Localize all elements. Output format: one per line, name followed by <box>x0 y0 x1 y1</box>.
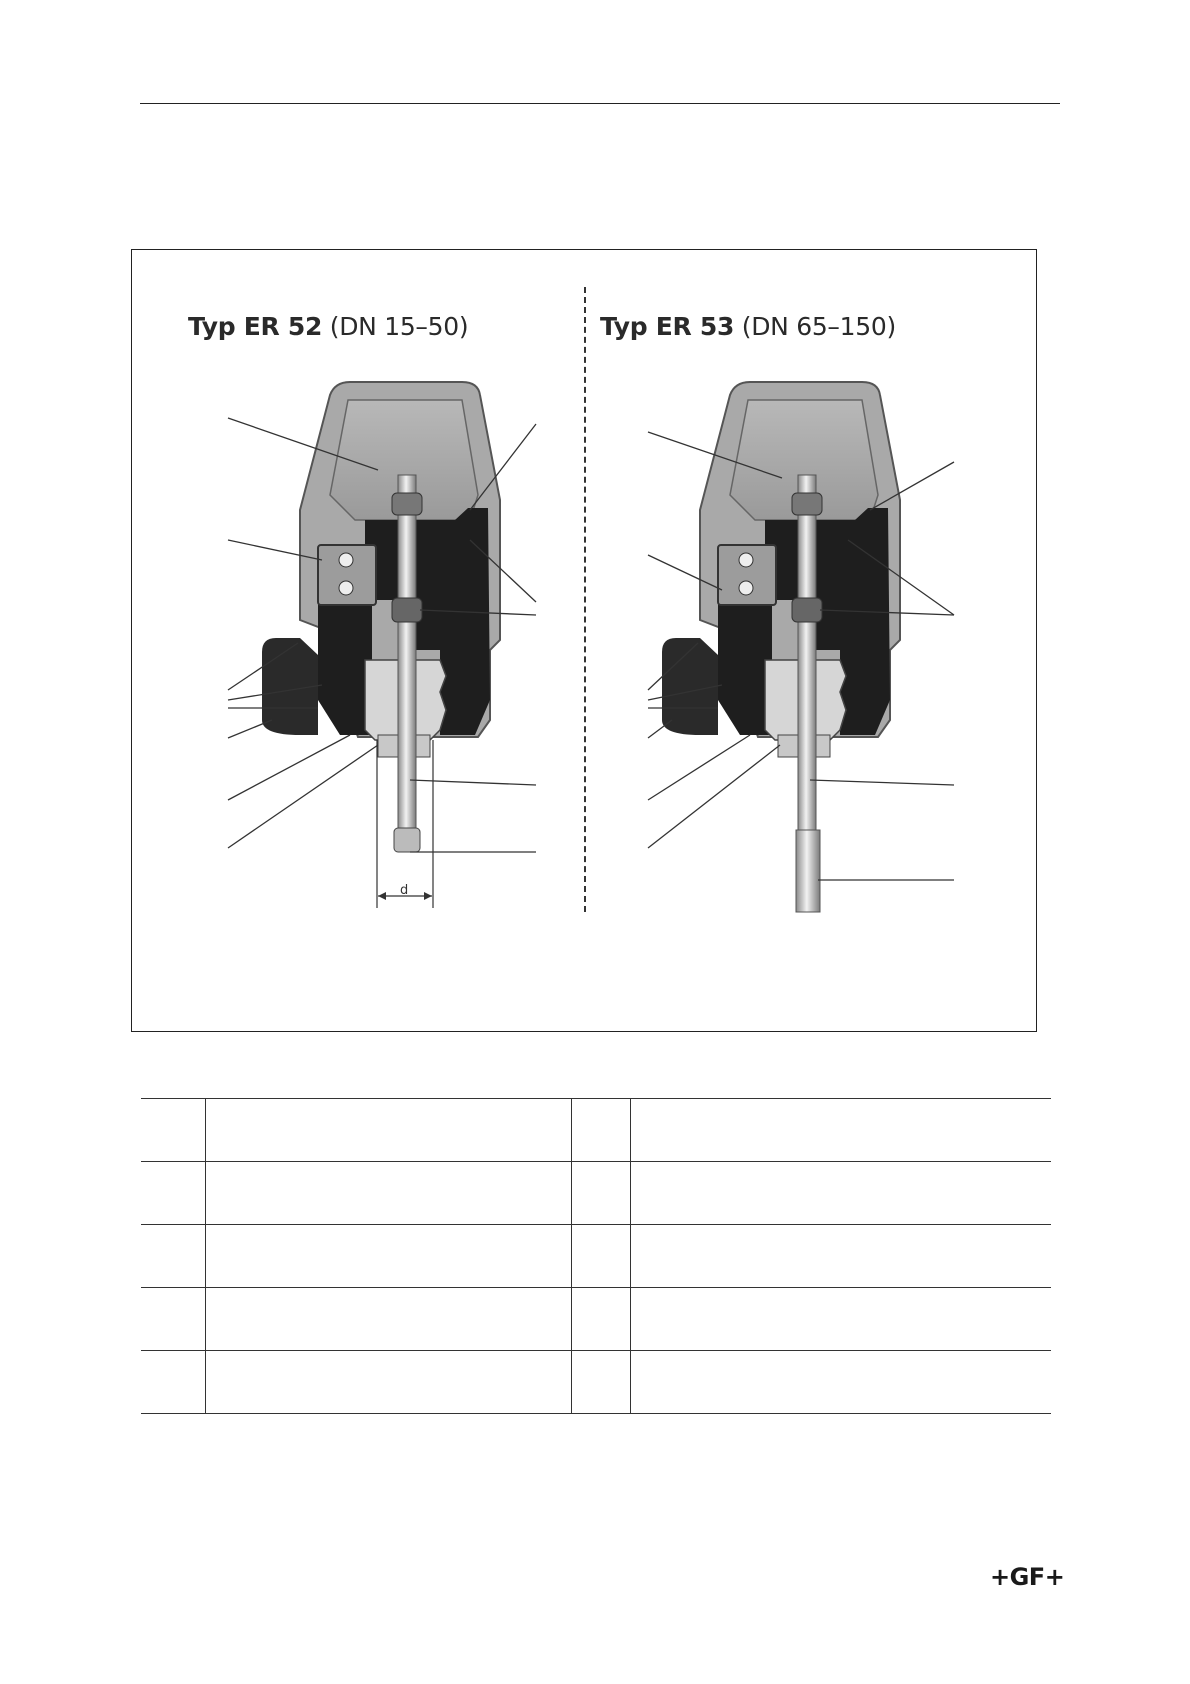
legend-right-number <box>572 1099 631 1162</box>
figure-title-er52: Typ ER 52 (DN 15–50) <box>188 312 469 341</box>
er53-drawing <box>662 382 900 912</box>
legend-right-number <box>572 1288 631 1351</box>
legend-right-text <box>631 1162 1052 1225</box>
legend-left-text <box>206 1225 572 1288</box>
legend-right-number <box>572 1351 631 1414</box>
legend-row <box>141 1351 1051 1414</box>
figure-title-er53: Typ ER 53 (DN 65–150) <box>600 312 896 341</box>
legend-left-number <box>141 1099 206 1162</box>
legend-right-text <box>631 1351 1052 1414</box>
legend-left-text <box>206 1351 572 1414</box>
er52-drawing <box>262 382 500 908</box>
legend-left-number <box>141 1351 206 1414</box>
legend-row <box>141 1225 1051 1288</box>
legend-right-number <box>572 1162 631 1225</box>
legend-right-number <box>572 1225 631 1288</box>
legend-row <box>141 1162 1051 1225</box>
legend-right-text <box>631 1099 1052 1162</box>
legend-left-number <box>141 1288 206 1351</box>
legend-right-text <box>631 1288 1052 1351</box>
legend-row <box>141 1099 1051 1162</box>
legend-left-number <box>141 1225 206 1288</box>
parts-legend-table <box>141 1098 1051 1414</box>
legend-left-text <box>206 1162 572 1225</box>
dimension-d-label: d <box>400 883 409 898</box>
gf-logo: +GF+ <box>990 1563 1065 1591</box>
legend-right-text <box>631 1225 1052 1288</box>
legend-row <box>141 1288 1051 1351</box>
legend-left-number <box>141 1162 206 1225</box>
legend-left-text <box>206 1099 572 1162</box>
legend-left-text <box>206 1288 572 1351</box>
